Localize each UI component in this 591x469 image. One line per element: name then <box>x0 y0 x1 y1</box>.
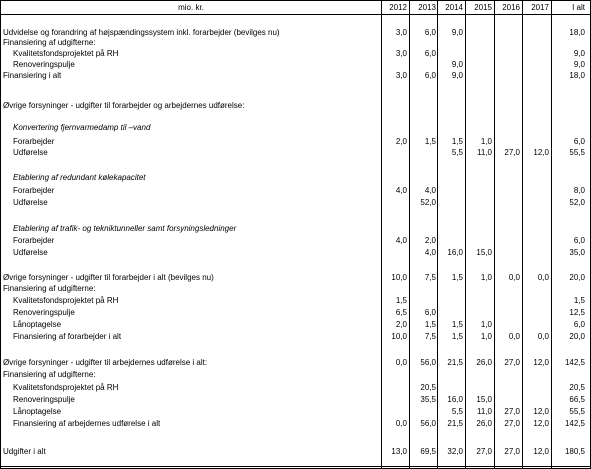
row-label: Udførelse <box>13 198 48 207</box>
row-label: Udførelse <box>13 248 48 257</box>
row-value: 15,0 <box>476 248 492 257</box>
row-value: 55,5 <box>569 148 585 157</box>
row-label: Forarbejder <box>13 137 55 146</box>
row-value: 0,0 <box>395 419 407 428</box>
row-value: 142,5 <box>564 358 585 367</box>
row-value: 6,0 <box>424 28 436 37</box>
row-value: 9,0 <box>451 71 463 80</box>
row-value: 26,0 <box>476 419 492 428</box>
row-label: Finansiering af forarbejder i alt <box>13 332 122 341</box>
row-label: Øvrige forsyninger - udgifter til arbejdernes udførelse i alt: <box>3 358 208 367</box>
row-value: 9,0 <box>573 60 585 69</box>
row-value: 6,0 <box>424 49 436 58</box>
row-value: 18,0 <box>569 71 585 80</box>
table-row <box>1 331 590 342</box>
row-value: 7,5 <box>424 332 436 341</box>
row-value: 20,5 <box>420 383 436 392</box>
row-value: 27,0 <box>476 447 492 456</box>
row-value: 8,0 <box>573 186 585 195</box>
row-value: 1,5 <box>451 273 463 282</box>
row-label: Finansiering af udgifterne: <box>3 284 96 293</box>
row-value: 27,0 <box>504 148 520 157</box>
row-value: 1,0 <box>480 320 492 329</box>
row-value: 7,5 <box>424 273 436 282</box>
table-row <box>1 223 590 234</box>
row-value: 1,5 <box>451 332 463 341</box>
table-row <box>1 136 590 147</box>
row-value: 55,5 <box>569 407 585 416</box>
row-value: 180,5 <box>564 447 585 456</box>
row-value: 4,0 <box>395 186 407 195</box>
table-row <box>1 247 590 258</box>
header-year: 2014 <box>445 3 463 12</box>
row-value: 3,0 <box>395 71 407 80</box>
row-label: Udvidelse og forandring af højspændingssystem inkl. forarbejder (bevilges nu) <box>3 28 280 37</box>
row-value: 12,0 <box>533 407 549 416</box>
row-value: 27,0 <box>504 419 520 428</box>
row-value: 56,0 <box>420 419 436 428</box>
row-value: 9,0 <box>451 28 463 37</box>
row-value: 0,0 <box>537 273 549 282</box>
row-value: 3,0 <box>395 28 407 37</box>
row-label: Lånoptagelse <box>13 407 62 416</box>
table-row <box>1 369 590 380</box>
row-value: 32,0 <box>447 447 463 456</box>
row-value: 6,0 <box>573 137 585 146</box>
row-label: Konvertering fjernvarmedamp til –vand <box>13 123 151 132</box>
row-value: 9,0 <box>573 49 585 58</box>
row-value: 20,0 <box>569 332 585 341</box>
row-value: 5,5 <box>451 148 463 157</box>
table-row <box>1 382 590 393</box>
header-row <box>1 1 590 15</box>
row-label: Renoveringspulje <box>13 60 75 69</box>
row-value: 0,0 <box>537 332 549 341</box>
row-value: 3,0 <box>395 49 407 58</box>
row-label: Kvalitetsfondsprojektet på RH <box>13 383 119 392</box>
header-year: 2015 <box>474 3 492 12</box>
row-label: Forarbejder <box>13 186 55 195</box>
row-label: Kvalitetsfondsprojektet på RH <box>13 49 119 58</box>
table-row <box>1 295 590 306</box>
row-label: Udførelse <box>13 148 48 157</box>
header-unit-label: mio. kr. <box>178 3 204 12</box>
row-value: 26,0 <box>476 358 492 367</box>
row-value: 56,0 <box>420 358 436 367</box>
row-value: 4,0 <box>424 186 436 195</box>
row-value: 10,0 <box>391 332 407 341</box>
table-row <box>1 185 590 196</box>
row-divider <box>1 14 590 15</box>
row-value: 0,0 <box>508 273 520 282</box>
table-row <box>1 272 590 283</box>
row-value: 69,5 <box>420 447 436 456</box>
row-label: Finansiering af udgifterne: <box>3 38 96 47</box>
header-year: 2016 <box>502 3 520 12</box>
table-row <box>1 319 590 330</box>
row-label: Udgifter i alt <box>3 447 46 456</box>
row-value: 4,0 <box>424 248 436 257</box>
table-row <box>1 235 590 246</box>
row-value: 1,5 <box>573 296 585 305</box>
row-label: Lånoptagelse <box>13 320 62 329</box>
row-value: 27,0 <box>504 407 520 416</box>
row-value: 6,0 <box>573 320 585 329</box>
row-value: 21,5 <box>447 358 463 367</box>
row-value: 12,0 <box>533 358 549 367</box>
row-value: 9,0 <box>451 60 463 69</box>
table-row <box>1 70 590 81</box>
row-value: 6,0 <box>424 308 436 317</box>
row-value: 27,0 <box>504 358 520 367</box>
row-value: 21,5 <box>447 419 463 428</box>
row-value: 5,5 <box>451 407 463 416</box>
row-value: 15,0 <box>476 395 492 404</box>
table-row <box>1 307 590 318</box>
row-value: 1,0 <box>480 273 492 282</box>
table-row <box>1 197 590 208</box>
row-value: 52,0 <box>569 198 585 207</box>
header-year: 2013 <box>418 3 436 12</box>
row-value: 2,0 <box>395 137 407 146</box>
table-row <box>1 357 590 368</box>
table-row <box>1 394 590 405</box>
table-row <box>1 446 590 457</box>
row-value: 35,0 <box>569 248 585 257</box>
row-label: Øvrige forsyninger - udgifter til forarbejder i alt (bevilges nu) <box>3 273 214 282</box>
row-value: 20,0 <box>569 273 585 282</box>
row-divider <box>1 466 590 467</box>
row-label: Øvrige forsyninger - udgifter til forarbejder og arbejdernes udførelse: <box>3 101 245 110</box>
row-label: Finansiering af udgifterne: <box>3 370 96 379</box>
row-label: Finansiering i alt <box>3 71 62 80</box>
row-value: 20,5 <box>569 383 585 392</box>
row-value: 11,0 <box>477 148 492 157</box>
row-value: 52,0 <box>420 198 436 207</box>
row-value: 12,5 <box>569 308 585 317</box>
row-value: 66,5 <box>569 395 585 404</box>
table-row <box>1 147 590 158</box>
table-row <box>1 48 590 59</box>
row-value: 0,0 <box>508 332 520 341</box>
row-value: 6,5 <box>395 308 407 317</box>
table-row <box>1 100 590 111</box>
row-value: 1,5 <box>424 320 436 329</box>
row-value: 10,0 <box>391 273 407 282</box>
table-row <box>1 122 590 133</box>
table-row <box>1 59 590 70</box>
row-value: 6,0 <box>573 236 585 245</box>
row-label: Finansiering af arbejdernes udførelse i alt <box>13 419 161 428</box>
table-row <box>1 418 590 429</box>
row-value: 1,0 <box>480 332 492 341</box>
row-label: Forarbejder <box>13 236 55 245</box>
table-row <box>1 172 590 183</box>
row-value: 1,5 <box>424 137 436 146</box>
row-value: 4,0 <box>395 236 407 245</box>
row-value: 0,0 <box>395 358 407 367</box>
row-value: 1,0 <box>480 137 492 146</box>
row-value: 16,0 <box>447 248 463 257</box>
row-value: 16,0 <box>447 395 463 404</box>
row-value: 6,0 <box>424 71 436 80</box>
header-year: I alt <box>572 3 585 12</box>
row-value: 12,0 <box>533 419 549 428</box>
row-label: Renoveringspulje <box>13 308 75 317</box>
row-value: 35,5 <box>420 395 436 404</box>
table-row <box>1 406 590 417</box>
row-value: 2,0 <box>395 320 407 329</box>
row-label: Renoveringspulje <box>13 395 75 404</box>
row-label: Kvalitetsfondsprojektet på RH <box>13 296 119 305</box>
row-value: 1,5 <box>395 296 407 305</box>
row-value: 1,5 <box>451 137 463 146</box>
row-value: 18,0 <box>569 28 585 37</box>
header-year: 2017 <box>531 3 549 12</box>
table-row <box>1 37 590 48</box>
row-value: 12,0 <box>533 447 549 456</box>
row-label: Etablering af trafik- og tekniktunneller samt forsyningsledninger <box>13 224 237 233</box>
row-value: 13,0 <box>391 447 407 456</box>
table-row <box>1 283 590 294</box>
row-value: 12,0 <box>533 148 549 157</box>
row-label: Etablering af redundant kølekapacitet <box>13 173 146 182</box>
row-value: 1,5 <box>451 320 463 329</box>
row-value: 142,5 <box>564 419 585 428</box>
row-value: 27,0 <box>504 447 520 456</box>
row-value: 11,0 <box>477 407 492 416</box>
header-year: 2012 <box>389 3 407 12</box>
row-value: 2,0 <box>424 236 436 245</box>
